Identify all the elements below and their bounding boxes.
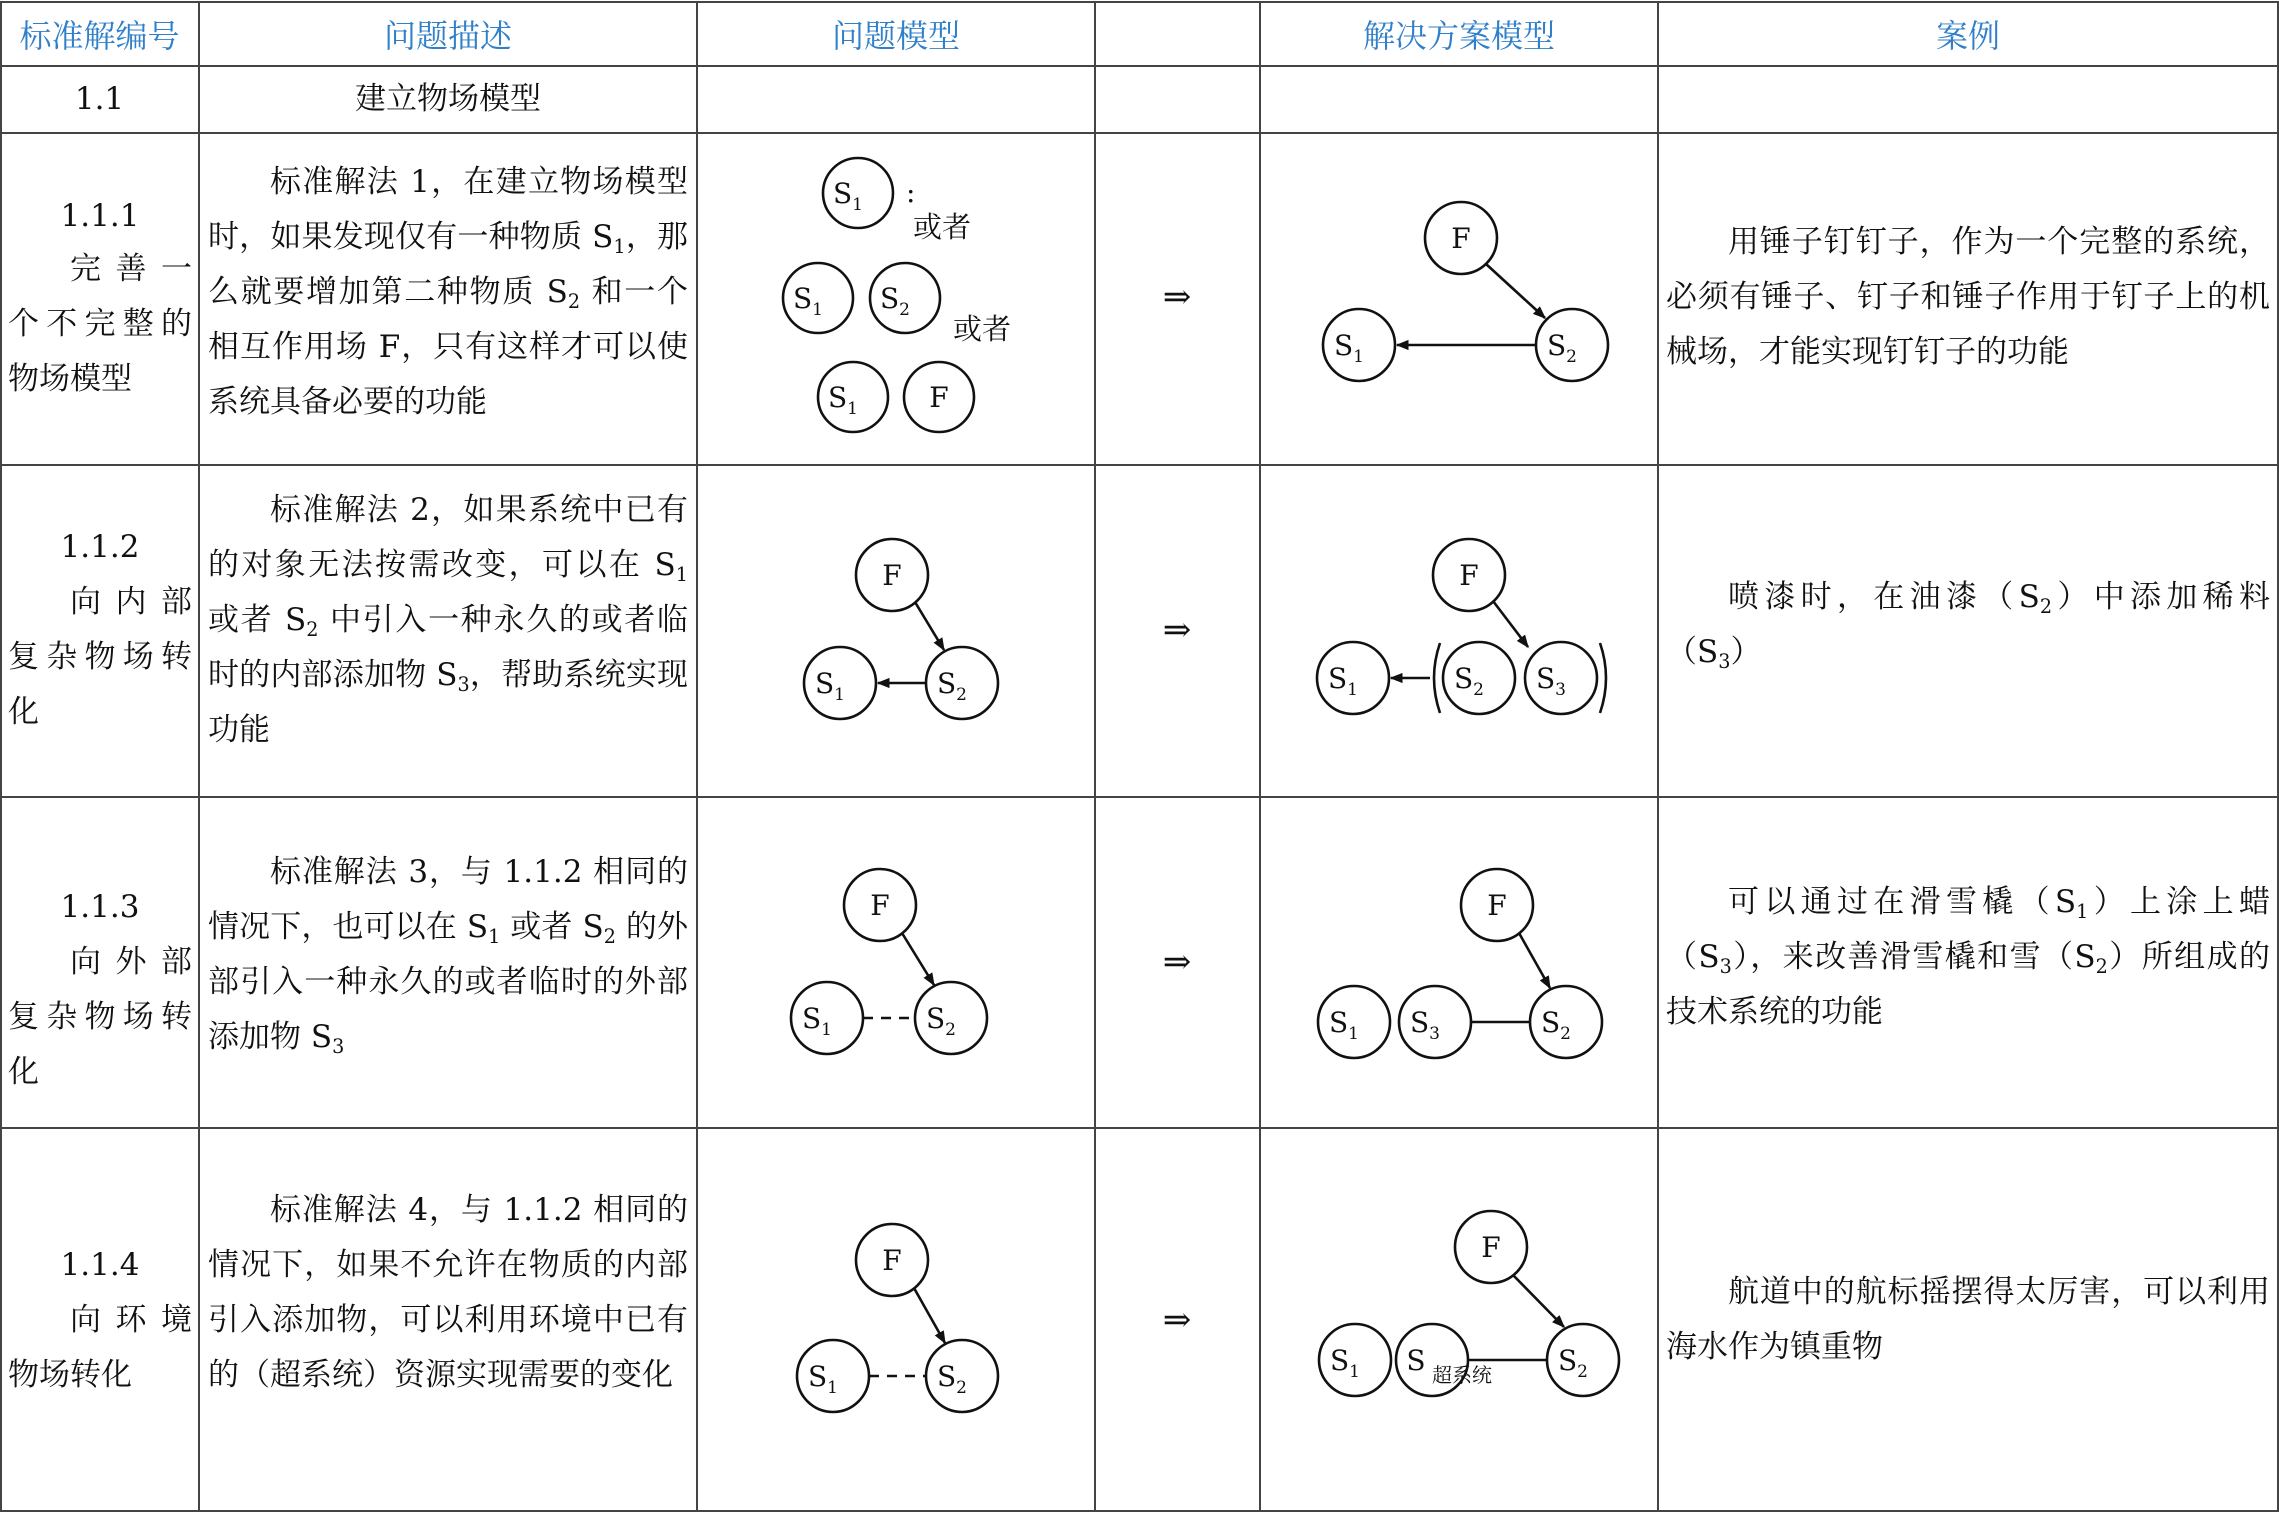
row-code: 1.1.1 bbox=[60, 198, 140, 234]
row-code: 1.1.3 bbox=[60, 889, 140, 925]
substance-label: $S_2$ bbox=[925, 1002, 957, 1040]
transform-arrow: ⇒ bbox=[1162, 942, 1192, 982]
field-label: F bbox=[1481, 1231, 1501, 1264]
substance-label: $S_1$ bbox=[832, 177, 864, 215]
header-solution-model: 解决方案模型 bbox=[1362, 17, 1555, 55]
substance-label: $S_3$ bbox=[1535, 662, 1567, 700]
substance-label: $S_2$ bbox=[936, 667, 968, 705]
field-label: F bbox=[929, 381, 949, 414]
row-title: 向内部复杂物场转化 bbox=[8, 584, 192, 730]
field-label: F bbox=[1451, 222, 1471, 255]
substance-label: $S_2$ bbox=[1540, 1006, 1572, 1044]
field-label: F bbox=[1459, 559, 1479, 592]
row-title: 向环境物场转化 bbox=[8, 1302, 192, 1393]
header-code: 标准解编号 bbox=[19, 17, 180, 55]
substance-label: $S_1$ bbox=[807, 1360, 839, 1398]
field-label: F bbox=[882, 559, 902, 592]
header-case: 案例 bbox=[1935, 17, 2000, 55]
row-title: 向外部复杂物场转化 bbox=[8, 944, 192, 1090]
header-problem-model: 问题模型 bbox=[831, 17, 960, 55]
row-code: 1.1.4 bbox=[60, 1247, 140, 1283]
row-case: 可以通过在滑雪橇$(S_1)$上涂上蜡$(S_3)$，来改善滑雪橇和雪$(S_2)$所组成的技术系统的功能 bbox=[1666, 884, 2270, 1030]
supersystem-substance-label: S bbox=[1406, 1344, 1426, 1377]
substance-label: $S_2$ bbox=[936, 1360, 968, 1398]
transform-arrow: ⇒ bbox=[1162, 1300, 1192, 1340]
substance-label: $S_1$ bbox=[1329, 1344, 1361, 1382]
substance-label: $S_1$ bbox=[792, 282, 824, 320]
substance-label: $S_3$ bbox=[1409, 1006, 1441, 1044]
transform-arrow: ⇒ bbox=[1162, 277, 1192, 317]
row-code: 1.1.2 bbox=[60, 529, 140, 565]
row-description: 标准解法 1，在建立物场模型时，如果发现仅有一种物质 $S_1$，那么就要增加第二种物质 $S_2$ 和一个相互作用场 F，只有这样才可以使系统具备必要的功能 bbox=[208, 164, 688, 420]
substance-label: $S_1$ bbox=[1328, 1006, 1360, 1044]
substance-label: $S_2$ bbox=[1453, 662, 1485, 700]
substance-label: $S_1$ bbox=[814, 667, 846, 705]
or-label: 或者 bbox=[953, 312, 1012, 346]
field-label: F bbox=[1487, 889, 1507, 922]
row-description: 标准解法 3，与 1.1.2 相同的情况下，也可以在 $S_1$ 或者 $S_2$ 的外部引入一种永久的或者临时的外部添加物 $S_3$ bbox=[208, 854, 688, 1058]
row-case: 航道中的航标摇摆得太厉害，可以利用海水作为镇重物 bbox=[1666, 1274, 2270, 1365]
or-label: 或者 bbox=[913, 210, 972, 244]
field-label: F bbox=[870, 889, 890, 922]
substance-label: $S_2$ bbox=[1557, 1344, 1589, 1382]
transform-arrow: ⇒ bbox=[1162, 610, 1192, 650]
row-1-1-code: 1.1 bbox=[74, 81, 125, 117]
colon-mark: : bbox=[906, 176, 916, 209]
substance-label: $S_1$ bbox=[801, 1002, 833, 1040]
supersystem-subscript: 超系统 bbox=[1432, 1363, 1492, 1387]
row-description: 标准解法 2，如果系统中已有的对象无法按需改变，可以在 $S_1$ 或者 $S_2$ 中引入一种永久的或者临时的内部添加物 $S_3$，帮助系统实现功能 bbox=[208, 492, 689, 748]
substance-label: $S_2$ bbox=[1546, 329, 1578, 367]
row-description: 标准解法 4，与 1.1.2 相同的情况下，如果不允许在物质的内部引入添加物，可以利用环境中已有的（超系统）资源实现需要的变化 bbox=[208, 1192, 688, 1393]
substance-label: $S_1$ bbox=[1327, 662, 1359, 700]
row-case: 喷漆时，在油漆$(S_2)$中添加稀料$(S_3)$ bbox=[1666, 579, 2270, 673]
substance-label: $S_1$ bbox=[1333, 329, 1365, 367]
substance-label: $S_1$ bbox=[827, 381, 859, 419]
header-description: 问题描述 bbox=[383, 17, 512, 55]
row-1-1-description: 建立物场模型 bbox=[355, 81, 541, 117]
substance-label: $S_2$ bbox=[879, 282, 911, 320]
row-title: 完善一个不完整的物场模型 bbox=[8, 251, 192, 397]
field-label: F bbox=[882, 1244, 902, 1277]
row-case: 用锤子钉钉子，作为一个完整的系统，必须有锤子、钉子和锤子作用于钉子上的机械场，才能实现钉钉子的功能 bbox=[1666, 224, 2270, 370]
